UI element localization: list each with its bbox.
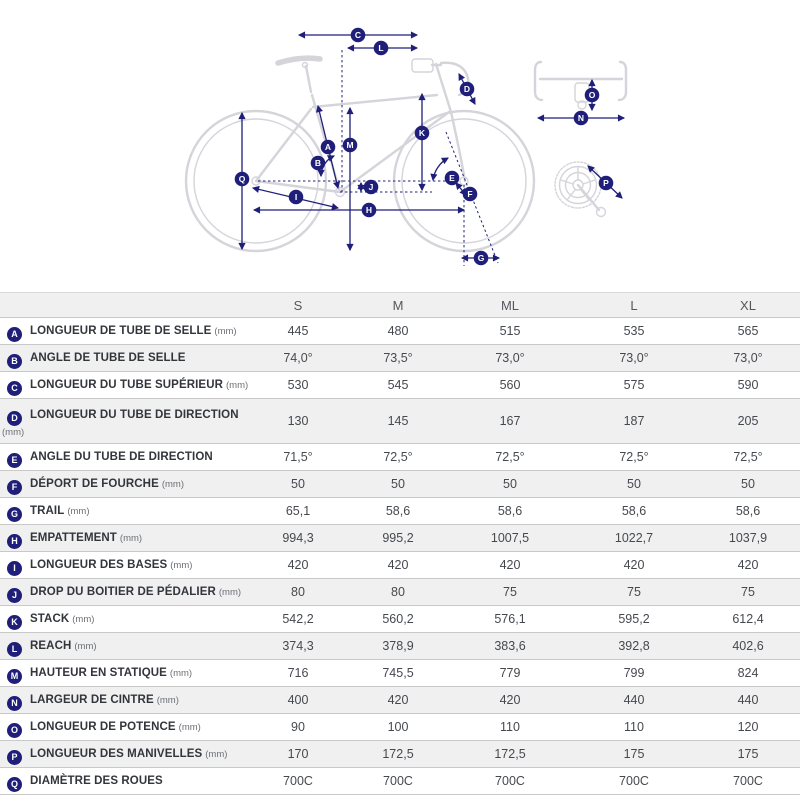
row-unit: (mm) xyxy=(74,640,97,652)
geometry-value-o-s: 90 xyxy=(248,714,348,741)
row-label-cell xyxy=(0,633,248,660)
row-label: LONGUEUR DES MANIVELLES xyxy=(30,747,203,760)
row-label-cell xyxy=(0,552,248,579)
svg-text:E: E xyxy=(449,173,455,183)
geometry-value-c-ml: 560 xyxy=(448,372,572,399)
row-label-cell xyxy=(0,444,248,471)
geometry-value-b-l: 73,0° xyxy=(572,345,696,372)
diagram-badge-q xyxy=(235,172,250,187)
geometry-value-f-l: 50 xyxy=(572,471,696,498)
geometry-value-p-s: 170 xyxy=(248,741,348,768)
geometry-value-o-xl: 120 xyxy=(696,714,800,741)
row-unit: (mm) xyxy=(205,748,228,760)
row-letter-badge: H xyxy=(7,534,22,549)
geometry-value-i-l: 420 xyxy=(572,552,696,579)
geometry-value-l-m: 378,9 xyxy=(348,633,448,660)
diagram-badge-n xyxy=(574,111,589,126)
row-letter-badge: B xyxy=(7,354,22,369)
geometry-value-a-xl: 565 xyxy=(696,318,800,345)
geometry-value-d-l: 187 xyxy=(572,399,696,444)
diagram-badge-k xyxy=(415,126,430,141)
row-label-cell xyxy=(0,687,248,714)
geometry-value-c-xl: 590 xyxy=(696,372,800,399)
diagram-badge-f xyxy=(463,187,478,202)
geometry-value-j-ml: 75 xyxy=(448,579,572,606)
geometry-value-g-xl: 58,6 xyxy=(696,498,800,525)
geometry-value-k-m: 560,2 xyxy=(348,606,448,633)
row-label: ANGLE DU TUBE DE DIRECTION xyxy=(30,450,213,463)
row-unit: (mm) xyxy=(72,613,95,625)
svg-text:I: I xyxy=(294,192,298,202)
diagram-badges xyxy=(235,28,614,266)
geometry-value-b-m: 73,5° xyxy=(348,345,448,372)
geometry-value-a-s: 445 xyxy=(248,318,348,345)
row-unit: (mm) xyxy=(156,694,179,706)
svg-text:O: O xyxy=(588,90,596,100)
saddle xyxy=(278,58,320,67)
geometry-row-h xyxy=(0,525,800,552)
geometry-value-h-s: 994,3 xyxy=(248,525,348,552)
row-label: TRAIL xyxy=(30,504,65,517)
geometry-row-n xyxy=(0,687,800,714)
row-label: EMPATTEMENT xyxy=(30,531,117,544)
row-label-cell xyxy=(0,372,248,399)
geometry-value-i-s: 420 xyxy=(248,552,348,579)
geometry-value-b-xl: 73,0° xyxy=(696,345,800,372)
geometry-value-d-xl: 205 xyxy=(696,399,800,444)
svg-text:L: L xyxy=(378,43,384,53)
row-letter-badge: Q xyxy=(7,777,22,792)
geometry-value-a-l: 535 xyxy=(572,318,696,345)
geometry-value-o-ml: 110 xyxy=(448,714,572,741)
geometry-row-a xyxy=(0,318,800,345)
geometry-value-c-l: 575 xyxy=(572,372,696,399)
row-label: ANGLE DE TUBE DE SELLE xyxy=(30,351,186,364)
geometry-value-e-m: 72,5° xyxy=(348,444,448,471)
size-column-header-m: M xyxy=(348,293,448,318)
geometry-value-n-xl: 440 xyxy=(696,687,800,714)
row-letter-badge: J xyxy=(7,588,22,603)
svg-text:G: G xyxy=(477,253,485,263)
diagram-badge-p xyxy=(599,176,614,191)
row-label-cell xyxy=(0,741,248,768)
row-label-cell xyxy=(0,318,248,345)
row-label: STACK xyxy=(30,612,70,625)
svg-text:M: M xyxy=(346,140,354,150)
size-header-row xyxy=(0,293,800,318)
geometry-value-c-m: 545 xyxy=(348,372,448,399)
bike-geometry-diagram xyxy=(0,0,800,291)
row-letter-badge: N xyxy=(7,696,22,711)
row-label-cell xyxy=(0,714,248,741)
row-label-cell xyxy=(0,660,248,687)
geometry-value-k-xl: 612,4 xyxy=(696,606,800,633)
size-column-header-xl: XL xyxy=(696,293,800,318)
row-label: LONGUEUR DES BASES xyxy=(30,558,168,571)
geometry-value-q-s: 700C xyxy=(248,768,348,795)
svg-text:J: J xyxy=(368,182,374,192)
geometry-value-m-m: 745,5 xyxy=(348,660,448,687)
row-letter-badge: L xyxy=(7,642,22,657)
geometry-value-f-xl: 50 xyxy=(696,471,800,498)
geometry-value-l-l: 392,8 xyxy=(572,633,696,660)
geometry-value-n-l: 440 xyxy=(572,687,696,714)
geometry-value-c-s: 530 xyxy=(248,372,348,399)
row-unit: (mm) xyxy=(169,667,193,679)
row-unit: (mm) xyxy=(178,721,201,733)
row-label-cell xyxy=(0,471,248,498)
geometry-value-a-ml: 515 xyxy=(448,318,572,345)
row-label: DROP DU BOITIER DE PÉDALIER xyxy=(30,585,216,598)
geometry-value-f-m: 50 xyxy=(348,471,448,498)
geometry-value-l-ml: 383,6 xyxy=(448,633,572,660)
geometry-value-q-m: 700C xyxy=(348,768,448,795)
diagram-badge-c xyxy=(351,28,366,43)
geometry-row-e xyxy=(0,444,800,471)
svg-text:N: N xyxy=(577,113,585,123)
crankset-view xyxy=(555,162,622,217)
geometry-value-h-m: 995,2 xyxy=(348,525,448,552)
geometry-value-i-ml: 420 xyxy=(448,552,572,579)
diagram-badge-d xyxy=(460,82,475,97)
geometry-value-h-l: 1022,7 xyxy=(572,525,696,552)
diagram-badge-j xyxy=(364,180,379,195)
geometry-value-a-m: 480 xyxy=(348,318,448,345)
geometry-row-j xyxy=(0,579,800,606)
geometry-row-i xyxy=(0,552,800,579)
geometry-value-o-l: 110 xyxy=(572,714,696,741)
svg-text:A: A xyxy=(324,142,332,152)
geometry-value-l-xl: 402,6 xyxy=(696,633,800,660)
row-unit: (mm) xyxy=(218,586,242,598)
row-label: HAUTEUR EN STATIQUE xyxy=(30,666,167,679)
geometry-row-q xyxy=(0,768,800,795)
geometry-value-q-xl: 700C xyxy=(696,768,800,795)
geometry-row-c xyxy=(0,372,800,399)
geometry-value-j-l: 75 xyxy=(572,579,696,606)
svg-text:D: D xyxy=(463,84,471,94)
geometry-value-i-xl: 420 xyxy=(696,552,800,579)
geometry-value-j-s: 80 xyxy=(248,579,348,606)
geometry-value-f-ml: 50 xyxy=(448,471,572,498)
geometry-row-o xyxy=(0,714,800,741)
diagram-badge-o xyxy=(585,88,600,103)
geometry-value-g-l: 58,6 xyxy=(572,498,696,525)
geometry-table xyxy=(0,292,800,795)
row-label-cell xyxy=(0,399,248,444)
row-letter-badge: D xyxy=(7,411,22,426)
geometry-value-o-m: 100 xyxy=(348,714,448,741)
measurement-arrows xyxy=(242,35,499,258)
row-unit: (mm) xyxy=(214,325,237,337)
row-label: LONGUEUR DU TUBE DE DIRECTION xyxy=(30,408,239,421)
row-label-cell xyxy=(0,768,248,795)
geometry-value-k-s: 542,2 xyxy=(248,606,348,633)
diagram-badge-m xyxy=(343,138,358,153)
header-spacer xyxy=(0,293,248,318)
diagram-badge-a xyxy=(321,140,336,155)
geometry-value-i-m: 420 xyxy=(348,552,448,579)
geometry-value-m-s: 716 xyxy=(248,660,348,687)
row-letter-badge: I xyxy=(7,561,22,576)
geometry-value-g-s: 65,1 xyxy=(248,498,348,525)
geometry-row-p xyxy=(0,741,800,768)
geometry-value-k-ml: 576,1 xyxy=(448,606,572,633)
row-label-cell xyxy=(0,525,248,552)
geometry-row-d xyxy=(0,399,800,444)
geometry-value-p-ml: 172,5 xyxy=(448,741,572,768)
svg-text:P: P xyxy=(603,178,609,188)
row-label-cell xyxy=(0,606,248,633)
geometry-value-b-s: 74,0° xyxy=(248,345,348,372)
diagram-badge-i xyxy=(289,190,304,205)
diagram-badge-l xyxy=(374,41,389,56)
row-unit: (mm) xyxy=(2,426,25,438)
row-letter-badge: E xyxy=(7,453,22,468)
row-label: DÉPORT DE FOURCHE xyxy=(30,477,159,490)
geometry-value-p-xl: 175 xyxy=(696,741,800,768)
geometry-row-f xyxy=(0,471,800,498)
row-label-cell xyxy=(0,345,248,372)
diagram-badge-g xyxy=(474,251,489,266)
row-label-cell xyxy=(0,579,248,606)
geometry-value-m-xl: 824 xyxy=(696,660,800,687)
row-unit: (mm) xyxy=(119,532,143,544)
geometry-value-l-s: 374,3 xyxy=(248,633,348,660)
svg-text:B: B xyxy=(314,158,322,168)
geometry-value-m-l: 799 xyxy=(572,660,696,687)
svg-text:Q: Q xyxy=(238,174,246,184)
geometry-value-j-xl: 75 xyxy=(696,579,800,606)
geometry-value-e-xl: 72,5° xyxy=(696,444,800,471)
geometry-value-f-s: 50 xyxy=(248,471,348,498)
geometry-value-e-ml: 72,5° xyxy=(448,444,572,471)
size-column-header-l: L xyxy=(572,293,696,318)
geometry-value-n-s: 400 xyxy=(248,687,348,714)
row-label: REACH xyxy=(30,639,72,652)
geometry-value-e-l: 72,5° xyxy=(572,444,696,471)
svg-text:H: H xyxy=(365,205,373,215)
geometry-row-k xyxy=(0,606,800,633)
geometry-row-m xyxy=(0,660,800,687)
row-unit: (mm) xyxy=(226,379,249,391)
geometry-row-l xyxy=(0,633,800,660)
geometry-value-j-m: 80 xyxy=(348,579,448,606)
diagram-badge-e xyxy=(445,171,460,186)
svg-text:F: F xyxy=(467,189,473,199)
svg-text:K: K xyxy=(418,128,426,138)
geometry-value-p-l: 175 xyxy=(572,741,696,768)
row-letter-badge: C xyxy=(7,381,22,396)
size-column-header-s: S xyxy=(248,293,348,318)
row-unit: (mm) xyxy=(67,505,90,517)
diagram-badge-h xyxy=(362,203,377,218)
row-letter-badge: F xyxy=(7,480,22,495)
row-label: LONGUEUR DU TUBE SUPÉRIEUR xyxy=(30,378,224,391)
geometry-value-m-ml: 779 xyxy=(448,660,572,687)
geometry-value-g-ml: 58,6 xyxy=(448,498,572,525)
geometry-value-d-ml: 167 xyxy=(448,399,572,444)
row-label: LARGEUR DE CINTRE xyxy=(30,693,154,706)
geometry-value-h-ml: 1007,5 xyxy=(448,525,572,552)
row-letter-badge: P xyxy=(7,750,22,765)
size-column-header-ml: ML xyxy=(448,293,572,318)
geometry-value-n-ml: 420 xyxy=(448,687,572,714)
geometry-value-h-xl: 1037,9 xyxy=(696,525,800,552)
geometry-value-n-m: 420 xyxy=(348,687,448,714)
row-label: LONGUEUR DE TUBE DE SELLE xyxy=(30,324,212,337)
row-label: DIAMÈTRE DES ROUES xyxy=(30,774,163,787)
row-letter-badge: A xyxy=(7,327,22,342)
construction-lines xyxy=(258,50,498,266)
row-letter-badge: G xyxy=(7,507,22,522)
row-label-cell xyxy=(0,498,248,525)
geometry-value-q-ml: 700C xyxy=(448,768,572,795)
row-unit: (mm) xyxy=(161,478,185,490)
geometry-value-d-m: 145 xyxy=(348,399,448,444)
row-letter-badge: O xyxy=(7,723,22,738)
geometry-row-g xyxy=(0,498,800,525)
svg-text:C: C xyxy=(354,30,362,40)
row-label: LONGUEUR DE POTENCE xyxy=(30,720,176,733)
geometry-value-d-s: 130 xyxy=(248,399,348,444)
geometry-value-p-m: 172,5 xyxy=(348,741,448,768)
geometry-value-q-l: 700C xyxy=(572,768,696,795)
row-unit: (mm) xyxy=(170,559,193,571)
geometry-value-e-s: 71,5° xyxy=(248,444,348,471)
diagram-badge-b xyxy=(311,156,326,171)
handlebar-front-view xyxy=(535,62,626,118)
row-letter-badge: K xyxy=(7,615,22,630)
geometry-value-b-ml: 73,0° xyxy=(448,345,572,372)
geometry-value-g-m: 58,6 xyxy=(348,498,448,525)
geometry-value-k-l: 595,2 xyxy=(572,606,696,633)
geometry-row-b xyxy=(0,345,800,372)
row-letter-badge: M xyxy=(7,669,22,684)
